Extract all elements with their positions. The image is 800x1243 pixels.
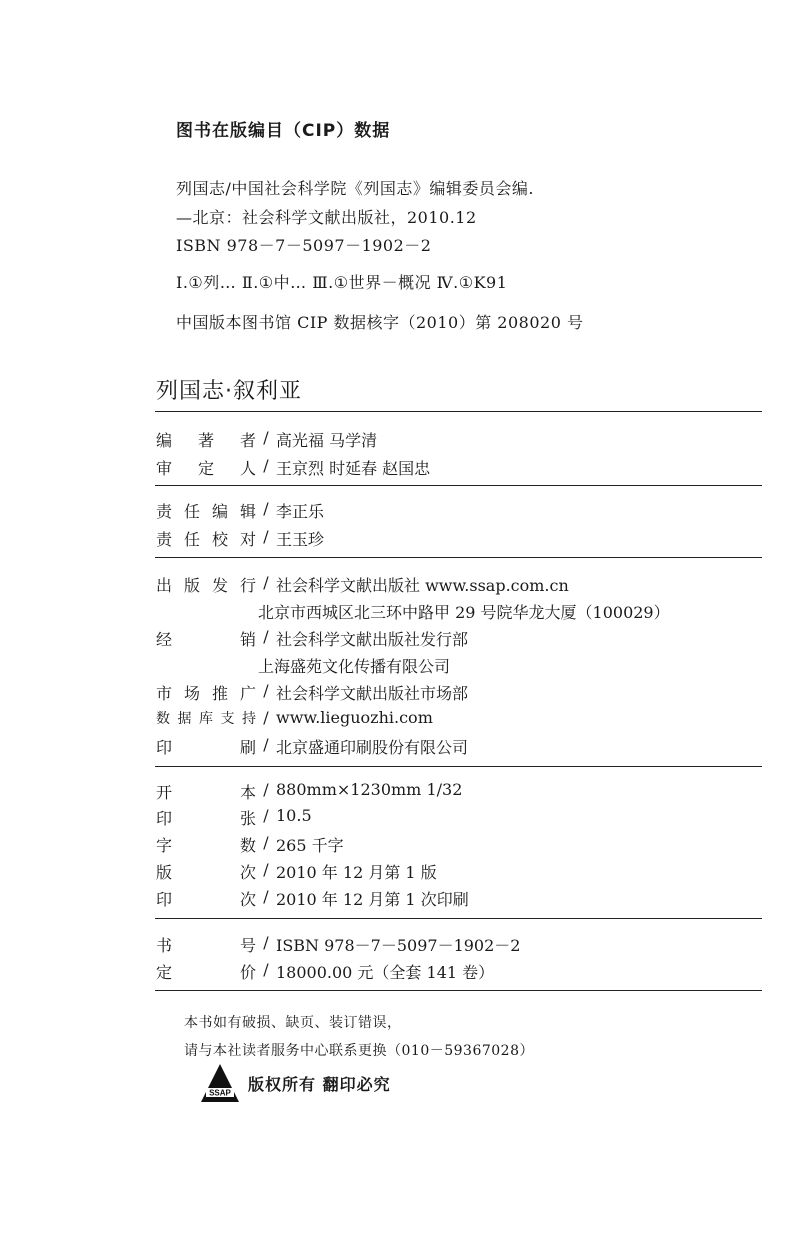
separator: /	[263, 735, 269, 754]
book-title: 列国志·叙利亚	[156, 379, 302, 404]
credit-row-reviewer	[156, 456, 430, 480]
divider	[155, 990, 762, 991]
copyright-notice: 版权所有 翻印必究	[248, 1075, 391, 1094]
publisher-address: 北京市西城区北三环中路甲 29 号院华龙大厦（100029）	[258, 603, 670, 622]
separator: /	[263, 708, 269, 727]
separator: /	[263, 860, 269, 879]
spec-row-printing	[156, 887, 469, 911]
spec-row-format	[156, 780, 462, 804]
credit-value: 高光福 马学清	[276, 431, 378, 450]
pricing-value: ISBN 978－7－5097－1902－2	[276, 936, 521, 955]
separator: /	[263, 780, 269, 799]
editor-row-proofreader	[156, 527, 324, 551]
publisher-value: 社会科学文献出版社 www.ssap.com.cn	[276, 576, 569, 595]
editor-label: 责任编辑	[156, 502, 256, 521]
separator: /	[263, 573, 269, 592]
printer-label: 印刷	[156, 738, 256, 757]
spec-label: 版次	[156, 863, 256, 882]
cip-line-isbn: ISBN 978－7－5097－1902－2	[176, 236, 432, 255]
logo-text: SSAP	[209, 1088, 231, 1098]
spec-row-word-count	[156, 833, 344, 857]
spec-row-edition	[156, 860, 437, 884]
editor-value: 李正乐	[276, 502, 325, 521]
printer-row	[156, 735, 468, 759]
pricing-value: 18000.00 元（全套 141 卷）	[276, 963, 495, 982]
separator: /	[263, 887, 269, 906]
divider	[155, 557, 762, 558]
spec-value: 10.5	[276, 806, 312, 825]
publisher-row	[156, 573, 569, 597]
pricing-label: 定价	[156, 963, 256, 982]
marketing-label: 市场推广	[156, 684, 256, 703]
cip-title: 图书在版编目（CIP）数据	[176, 121, 391, 141]
spec-value: 2010 年 12 月第 1 版	[276, 863, 437, 882]
spec-label: 开本	[156, 783, 256, 802]
database-label: 数据库支持	[156, 711, 256, 727]
separator: /	[263, 681, 269, 700]
cip-line-record-number: 中国版本图书馆 CIP 数据核字（2010）第 208020 号	[176, 313, 584, 332]
cip-line-1: 列国志/中国社会科学院《列国志》编辑委员会编.	[176, 179, 534, 198]
editor-label: 责任校对	[156, 530, 256, 549]
credit-row-author	[156, 428, 377, 452]
separator: /	[263, 833, 269, 852]
spec-label: 字数	[156, 836, 256, 855]
publisher-label: 出版发行	[156, 576, 256, 595]
spec-value: 880mm×1230mm 1/32	[276, 780, 463, 799]
divider	[155, 411, 762, 412]
cip-line-classification: Ⅰ.①列… Ⅱ.①中… Ⅲ.①世界－概况 Ⅳ.①K91	[176, 273, 508, 292]
separator: /	[263, 627, 269, 646]
editor-row-responsible-editor	[156, 499, 324, 523]
separator: /	[263, 806, 269, 825]
credit-label: 审定人	[156, 459, 256, 478]
pricing-label: 书号	[156, 936, 256, 955]
spec-value: 2010 年 12 月第 1 次印刷	[276, 890, 469, 909]
spec-label: 印次	[156, 890, 256, 909]
notice-line-1: 本书如有破损、缺页、装订错误，	[184, 1015, 402, 1031]
distributor-value: 社会科学文献出版社发行部	[276, 630, 469, 649]
spec-label: 印张	[156, 809, 256, 828]
distributor-row	[156, 627, 468, 651]
database-value: www.lieguozhi.com	[276, 708, 433, 727]
pricing-row-price	[156, 960, 494, 984]
separator: /	[263, 527, 269, 546]
separator: /	[263, 428, 269, 447]
pricing-row-isbn	[156, 933, 520, 957]
spec-row-sheets	[156, 806, 312, 830]
divider	[155, 918, 762, 919]
ssap-logo	[200, 1063, 240, 1103]
distributor-value-2: 上海盛苑文化传播有限公司	[258, 657, 451, 676]
separator: /	[263, 456, 269, 475]
notice-line-2: 请与本社读者服务中心联系更换（010－59367028）	[184, 1043, 534, 1059]
distributor-label: 经销	[156, 630, 256, 649]
credit-label: 编著者	[156, 431, 256, 450]
divider	[155, 485, 762, 486]
marketing-row	[156, 681, 468, 705]
spec-value: 265 千字	[276, 836, 344, 855]
marketing-value: 社会科学文献出版社市场部	[276, 684, 469, 703]
cip-line-2: —北京：社会科学文献出版社，2010.12	[176, 208, 477, 227]
separator: /	[263, 933, 269, 952]
separator: /	[263, 499, 269, 518]
divider	[155, 766, 762, 767]
printer-value: 北京盛通印刷股份有限公司	[276, 738, 469, 757]
database-row	[156, 708, 433, 732]
separator: /	[263, 960, 269, 979]
editor-value: 王玉珍	[276, 530, 325, 549]
credit-value: 王京烈 时延春 赵国忠	[276, 459, 431, 478]
